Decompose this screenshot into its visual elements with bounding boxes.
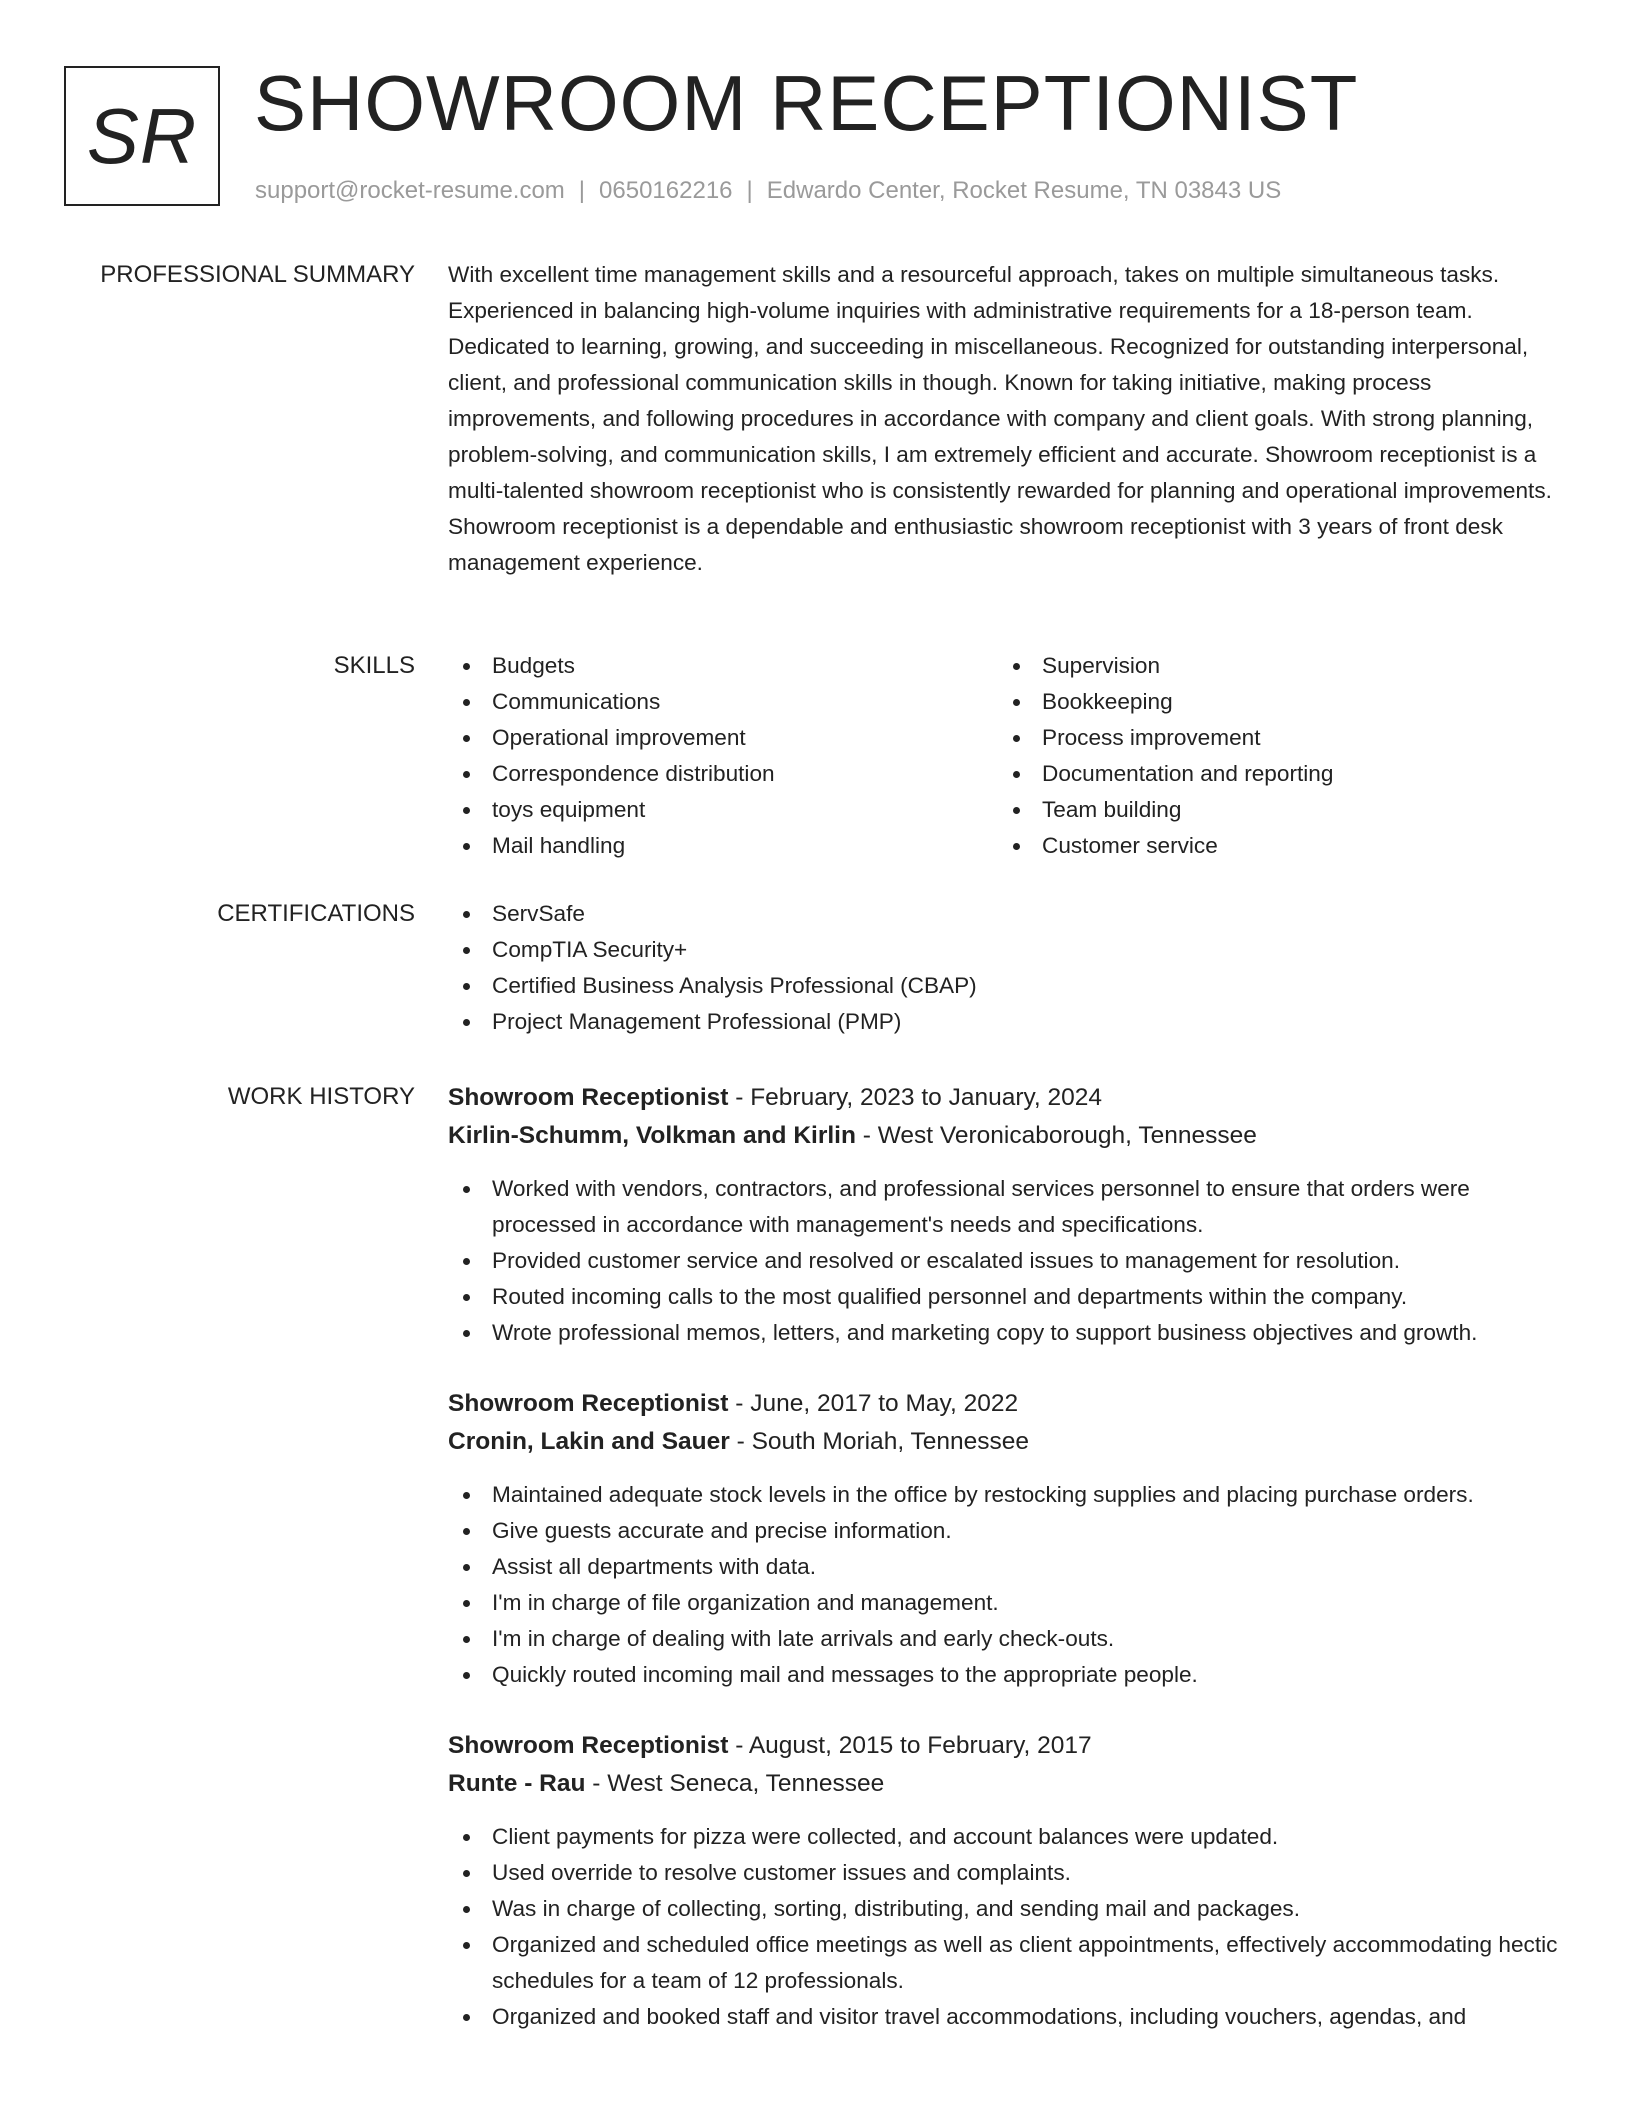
contact-phone[interactable]: 0650162216 xyxy=(599,177,733,204)
monogram-logo: SR xyxy=(64,66,220,206)
job-bullet: Give guests accurate and precise information. xyxy=(448,1513,1572,1549)
job-bullet: Organized and scheduled office meetings as well as client appointments, effectively accommodating hectic schedules for a team of 12 professionals. xyxy=(448,1927,1572,1999)
skills-heading: SKILLS xyxy=(333,652,415,679)
job-entry xyxy=(448,1727,1572,2035)
job-bullet: Quickly routed incoming mail and messages to the appropriate people. xyxy=(448,1657,1572,1693)
job-company-line: Cronin, Lakin and Sauer - South Moriah, Tennessee xyxy=(448,1428,1029,1455)
contact-address: Edwardo Center, Rocket Resume, TN 03843 US xyxy=(766,177,1282,204)
skill-item: Operational improvement xyxy=(448,720,998,756)
contact-separator: | xyxy=(578,177,586,204)
job-title-line: Showroom Receptionist - June, 2017 to May, 2022 xyxy=(448,1390,1019,1417)
job-title-line: Showroom Receptionist - August, 2015 to February, 2017 xyxy=(448,1732,1092,1759)
job-title: Showroom Receptionist xyxy=(448,1390,729,1417)
job-title-line: Showroom Receptionist - February, 2023 to January, 2024 xyxy=(448,1084,1103,1111)
job-bullet: I'm in charge of dealing with late arrivals and early check-outs. xyxy=(448,1621,1572,1657)
skill-item: Correspondence distribution xyxy=(448,756,998,792)
skill-item: Communications xyxy=(448,684,998,720)
job-bullet: Provided customer service and resolved or escalated issues to management for resolution. xyxy=(448,1243,1572,1279)
job-bullet: Maintained adequate stock levels in the office by restocking supplies and placing purchase orders. xyxy=(448,1477,1572,1513)
job-dates: February, 2023 to January, 2024 xyxy=(750,1084,1103,1111)
job-bullet: Wrote professional memos, letters, and marketing copy to support business objectives and growth. xyxy=(448,1315,1572,1351)
contact-separator: | xyxy=(746,177,753,204)
contact-line xyxy=(255,176,1281,206)
job-company-line: Runte - Rau - West Seneca, Tennessee xyxy=(448,1770,885,1797)
skills-list-right xyxy=(998,648,1548,864)
job-location: West Seneca, Tennessee xyxy=(607,1770,885,1797)
job-bullet: Client payments for pizza were collected, and account balances were updated. xyxy=(448,1819,1572,1855)
job-bullet: Routed incoming calls to the most qualified personnel and departments within the company. xyxy=(448,1279,1572,1315)
certification-item: Project Management Professional (PMP) xyxy=(448,1004,1572,1040)
job-title: Showroom Receptionist xyxy=(448,1084,729,1111)
certifications-list xyxy=(448,896,1572,1040)
job-dates: June, 2017 to May, 2022 xyxy=(750,1390,1019,1417)
work-history-content xyxy=(448,1079,1572,2069)
skill-item: toys equipment xyxy=(448,792,998,828)
job-company: Kirlin-Schumm, Volkman and Kirlin xyxy=(448,1122,856,1149)
certifications-heading: CERTIFICATIONS xyxy=(217,900,415,927)
job-bullets xyxy=(448,1171,1572,1351)
job-entry xyxy=(448,1385,1572,1693)
summary-content xyxy=(448,257,1572,581)
job-title: Showroom Receptionist xyxy=(448,1732,729,1759)
job-bullet: I'm in charge of file organization and management. xyxy=(448,1585,1572,1621)
certifications-content xyxy=(448,896,1572,1040)
certification-item: ServSafe xyxy=(448,896,1572,932)
job-bullet: Used override to resolve customer issues and complaints. xyxy=(448,1855,1572,1891)
job-bullets xyxy=(448,1477,1572,1693)
certification-item: Certified Business Analysis Professional (CBAP) xyxy=(448,968,1572,1004)
job-location: West Veronicaborough, Tennessee xyxy=(877,1122,1257,1149)
skills-list-left xyxy=(448,648,998,864)
job-company: Cronin, Lakin and Sauer xyxy=(448,1428,730,1455)
skill-item: Mail handling xyxy=(448,828,998,864)
skill-item: Documentation and reporting xyxy=(998,756,1548,792)
job-company: Runte - Rau xyxy=(448,1770,586,1797)
job-bullet: Worked with vendors, contractors, and professional services personnel to ensure that orders were processed in accordance with management's needs and specifications. xyxy=(448,1171,1572,1243)
job-entry xyxy=(448,1079,1572,1351)
job-bullet: Organized and booked staff and visitor travel accommodations, including vouchers, agendas, and xyxy=(448,1999,1572,2035)
skill-item: Supervision xyxy=(998,648,1548,684)
summary-text: With excellent time management skills and a resourceful approach, takes on multiple simultaneous tasks. Experienced in balancing high-volume inquiries with administrative requirements for a 18-person team. Dedicated to learning, growing, and succeeding in miscellaneous. Recognized for outstanding interpersonal, client, and professional communication skills in though. Known for taking initiative, making process improvements, and following procedures in accordance with company and client goals. With strong planning, problem-solving, and communication skills, I am extremely efficient and accurate. Showroom receptionist is a multi-talented showroom receptionist who is consistently rewarded for planning and operational improvements. Showroom receptionist is a dependable and enthusiastic showroom receptionist with 3 years of front desk management experience. xyxy=(448,262,1552,575)
job-company-line: Kirlin-Schumm, Volkman and Kirlin - West Veronicaborough, Tennessee xyxy=(448,1122,1257,1149)
skill-item: Customer service xyxy=(998,828,1548,864)
certification-item: CompTIA Security+ xyxy=(448,932,1572,968)
work-history-heading: WORK HISTORY xyxy=(227,1083,415,1110)
job-bullets xyxy=(448,1819,1572,2035)
skills-grid xyxy=(448,648,1572,864)
contact-email[interactable]: support@rocket-resume.com xyxy=(255,177,565,204)
skill-item: Bookkeeping xyxy=(998,684,1548,720)
skill-item: Budgets xyxy=(448,648,998,684)
summary-heading: PROFESSIONAL SUMMARY xyxy=(100,261,415,288)
resume-title: SHOWROOM RECEPTIONIST xyxy=(254,59,1359,147)
skill-item: Team building xyxy=(998,792,1548,828)
skill-item: Process improvement xyxy=(998,720,1548,756)
job-location: South Moriah, Tennessee xyxy=(751,1428,1029,1455)
job-bullet: Assist all departments with data. xyxy=(448,1549,1572,1585)
job-dates: August, 2015 to February, 2017 xyxy=(748,1732,1092,1759)
job-bullet: Was in charge of collecting, sorting, distributing, and sending mail and packages. xyxy=(448,1891,1572,1927)
